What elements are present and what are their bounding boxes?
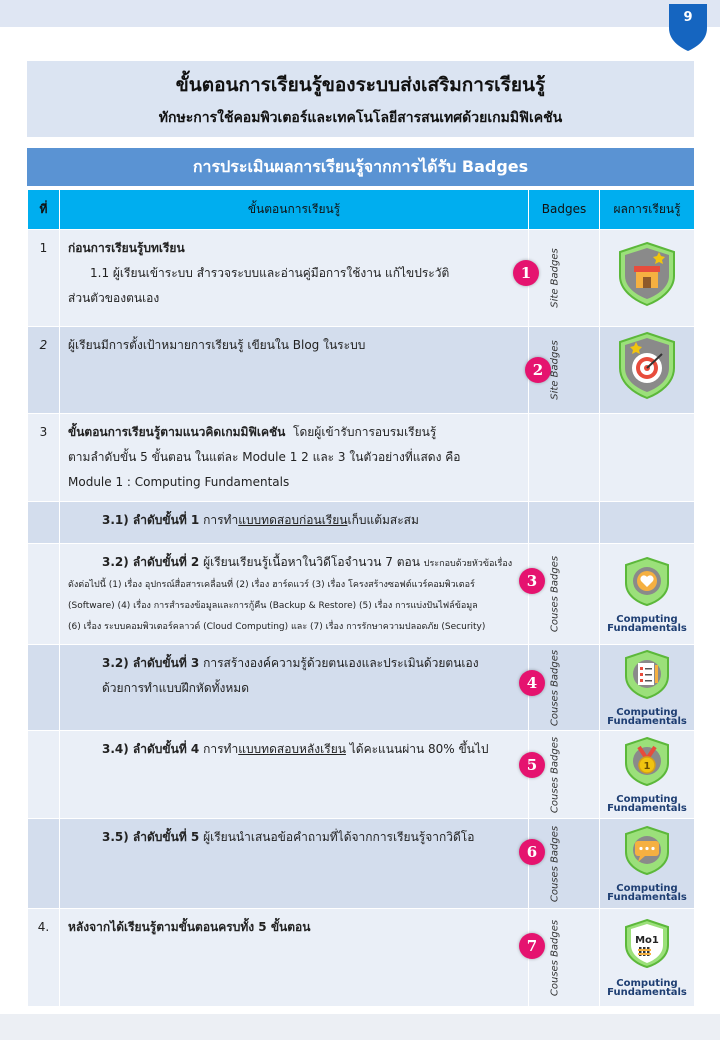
badge-type-cell bbox=[526, 544, 600, 645]
page-number: 9 bbox=[683, 10, 693, 25]
result-cell bbox=[600, 414, 695, 502]
marker-4: 4 bbox=[519, 670, 545, 696]
step-heading: 3.4) ลำดับขั้นที่ 4 bbox=[102, 742, 200, 756]
bottom-band bbox=[0, 1014, 720, 1040]
badge-type-label: Site Badges bbox=[549, 340, 561, 400]
badge-type-label: Site Badges bbox=[549, 248, 561, 308]
marker-1: 1 bbox=[513, 260, 539, 286]
step-detail-line: ดังต่อไปนี้ (1) เรื่อง อุปกรณ์สื่อสารเคลื่อนที่ (2) เรื่อง ฮาร์ดแวร์ (3) เรื่อง โครงสร้างซอฟต์แวร์คอมพิวเตอร์ bbox=[68, 580, 475, 590]
step-text-module: Module 1 : Computing Fundamentals bbox=[68, 475, 290, 489]
badge-caption-line2: Fundamentals bbox=[607, 622, 687, 634]
step-text-cont: ส่วนตัวของตนเอง bbox=[68, 291, 160, 305]
step-text-end: เก็บแต้มสะสม bbox=[347, 513, 419, 527]
step-detail: ประกอบด้วยหัวข้อเรื่อง bbox=[423, 559, 513, 569]
step-cell bbox=[60, 502, 529, 544]
step-text: ผู้เรียนนำเสนอข้อคำถามที่ได้จากการเรียนรู้จากวิดีโอ bbox=[203, 830, 475, 844]
row-number: 3 bbox=[28, 414, 60, 502]
shop-badge-icon bbox=[614, 240, 680, 308]
table-row bbox=[28, 502, 695, 544]
step-text: การทำ bbox=[203, 742, 239, 756]
page-subtitle: ทักษะการใช้คอมพิวเตอร์และเทคโนโลยีสารสนเทศด้วยเกมมิฟิเคชัน bbox=[158, 110, 563, 126]
step-heading: 3.2) ลำดับขั้นที่ 3 bbox=[102, 656, 200, 670]
badge-type-label: Couses Badges bbox=[549, 555, 561, 633]
marker-3: 3 bbox=[519, 568, 545, 594]
step-text: โดยผู้เข้ารับการอบรมเรียนรู้ bbox=[293, 425, 437, 439]
result-cell bbox=[600, 230, 695, 327]
row-number: 1 bbox=[28, 230, 60, 327]
step-heading: 3.2) ลำดับขั้นที่ 2 bbox=[102, 555, 200, 569]
medal-badge-icon bbox=[622, 735, 672, 787]
table-row bbox=[28, 731, 695, 819]
step-detail-line: (Software) (4) เรื่อง การสำรองข้อมูลและการกู้คืน (Backup & Restore) (5) เรื่อง การแบ่งปันไฟล์ข้อมูล bbox=[68, 601, 478, 611]
col-header-result: ผลการเรียนรู้ bbox=[600, 190, 695, 230]
step-cell bbox=[60, 731, 529, 819]
step-text-cont: ตามลำดับขั้น 5 ขั้นตอน ในแต่ละ Module 1 2 และ 3 ในตัวอย่างที่แสดง คือ bbox=[68, 450, 461, 464]
marker-7: 7 bbox=[519, 933, 545, 959]
row-number: 4. bbox=[28, 909, 60, 1007]
badge-caption-line2: Fundamentals bbox=[607, 892, 687, 903]
step-text-underlined: แบบทดสอบหลังเรียน bbox=[238, 742, 346, 756]
marker-5: 5 bbox=[519, 752, 545, 778]
row-number bbox=[28, 731, 60, 819]
badge-type-cell bbox=[529, 414, 600, 502]
step-cell bbox=[60, 819, 529, 909]
badge-caption-line2: Fundamentals bbox=[607, 803, 687, 814]
step-cell bbox=[60, 230, 529, 327]
result-cell bbox=[600, 502, 695, 544]
col-header-num: ที่ bbox=[28, 190, 60, 230]
result-cell bbox=[600, 327, 695, 414]
result-cell bbox=[600, 819, 695, 909]
page-title: ขั้นตอนการเรียนรู้ของระบบส่งเสริมการเรียนรู้ bbox=[175, 74, 546, 96]
badge-type-label: Couses Badges bbox=[549, 919, 561, 996]
step-cell bbox=[60, 544, 529, 645]
module-label: Mo1 bbox=[635, 935, 659, 946]
step-text-end: ได้คะแนนผ่าน 80% ขึ้นไป bbox=[345, 742, 489, 756]
step-detail-line: (6) เรื่อง ระบบคอมพิวเตอร์คลาวด์ (Cloud Computing) และ (7) เรื่อง การรักษาความปลอดภัย (Security) bbox=[68, 622, 486, 632]
step-text: ผู้เรียนเรียนรู้เนื้อหาในวิดีโอจำนวน 7 ตอน bbox=[203, 555, 420, 569]
step-heading: หลังจากได้เรียนรู้ตามขั้นตอนครบทั้ง 5 ขั้นตอน bbox=[68, 920, 311, 934]
svg-text:1: 1 bbox=[643, 761, 651, 772]
badge-type-cell bbox=[529, 327, 600, 414]
section-title: การประเมินผลการเรียนรู้จากการได้รับ Badges bbox=[27, 148, 694, 186]
top-band bbox=[0, 0, 720, 27]
badge-type-label: Couses Badges bbox=[549, 649, 561, 726]
result-cell bbox=[600, 909, 695, 1007]
step-text-cont: ด้วยการทำแบบฝึกหัดทั้งหมด bbox=[102, 681, 250, 695]
heart-badge-icon bbox=[622, 555, 672, 607]
table-row bbox=[28, 230, 695, 327]
chat-badge-icon bbox=[622, 824, 672, 876]
step-heading: ก่อนการเรียนรู้บทเรียน bbox=[68, 241, 185, 255]
row-number bbox=[28, 544, 60, 645]
badge-type-cell bbox=[520, 230, 600, 327]
badge-type-cell bbox=[526, 731, 600, 819]
badge-type-label: Couses Badges bbox=[549, 736, 561, 813]
marker-6: 6 bbox=[519, 839, 545, 865]
badge-caption-line1: Computing bbox=[616, 613, 678, 625]
badge-caption-line1: Computing bbox=[616, 883, 678, 894]
row-number bbox=[28, 819, 60, 909]
marker-2: 2 bbox=[525, 357, 551, 383]
learning-steps-table bbox=[27, 189, 695, 1007]
table-row bbox=[28, 909, 695, 1007]
step-heading: 3.5) ลำดับขั้นที่ 5 bbox=[102, 830, 200, 844]
title-box bbox=[27, 61, 694, 137]
row-number bbox=[28, 645, 60, 731]
badge-caption-line1: Computing bbox=[616, 707, 678, 718]
table-row bbox=[28, 819, 695, 909]
step-cell bbox=[60, 327, 529, 414]
step-text-underlined: แบบทดสอบก่อนเรียน bbox=[238, 513, 348, 527]
badge-caption-line1: Computing bbox=[616, 978, 678, 989]
step-cell bbox=[60, 645, 529, 731]
page-number-shield bbox=[667, 2, 709, 52]
step-text: ผู้เรียนมีการตั้งเป้าหมายการเรียนรู้ เขียนใน Blog ในระบบ bbox=[68, 338, 366, 352]
table-row bbox=[28, 645, 695, 731]
badge-caption-line1: Computing bbox=[616, 794, 678, 805]
result-cell bbox=[600, 731, 695, 819]
table-row bbox=[28, 414, 695, 502]
step-heading: 3.1) ลำดับขั้นที่ 1 bbox=[102, 513, 200, 527]
row-number bbox=[28, 502, 60, 544]
badge-caption-line2: Fundamentals bbox=[607, 716, 687, 727]
step-text: การสร้างองค์ความรู้ด้วยตนเองและประเมินด้วยตนเอง bbox=[203, 656, 479, 670]
badge-type-cell bbox=[529, 502, 600, 544]
col-header-badges: Badges bbox=[529, 190, 600, 230]
badge-type-cell bbox=[526, 645, 600, 731]
step-cell bbox=[60, 414, 529, 502]
target-badge-icon bbox=[614, 330, 680, 402]
step-cell bbox=[60, 909, 529, 1007]
table-row bbox=[28, 327, 695, 414]
table-header-row bbox=[28, 190, 695, 230]
badge-caption-line2: Fundamentals bbox=[607, 987, 687, 998]
result-cell bbox=[600, 544, 695, 645]
badge-type-cell bbox=[526, 819, 600, 909]
checklist-badge-icon bbox=[622, 648, 672, 700]
row-number: 2 bbox=[28, 327, 60, 414]
table-row bbox=[28, 544, 695, 645]
result-cell bbox=[600, 645, 695, 731]
badge-type-cell bbox=[526, 909, 600, 1007]
step-text: 1.1 ผู้เรียนเข้าระบบ สำรวจระบบและอ่านคู่มือการใช้งาน แก้ไขประวัติ bbox=[90, 266, 450, 280]
badge-type-label: Couses Badges bbox=[549, 825, 561, 902]
step-heading: ขั้นตอนการเรียนรู้ตามแนวคิดเกมมิฟิเคชัน bbox=[68, 425, 286, 439]
step-text: การทำ bbox=[203, 513, 239, 527]
col-header-step: ขั้นตอนการเรียนรู้ bbox=[60, 190, 529, 230]
